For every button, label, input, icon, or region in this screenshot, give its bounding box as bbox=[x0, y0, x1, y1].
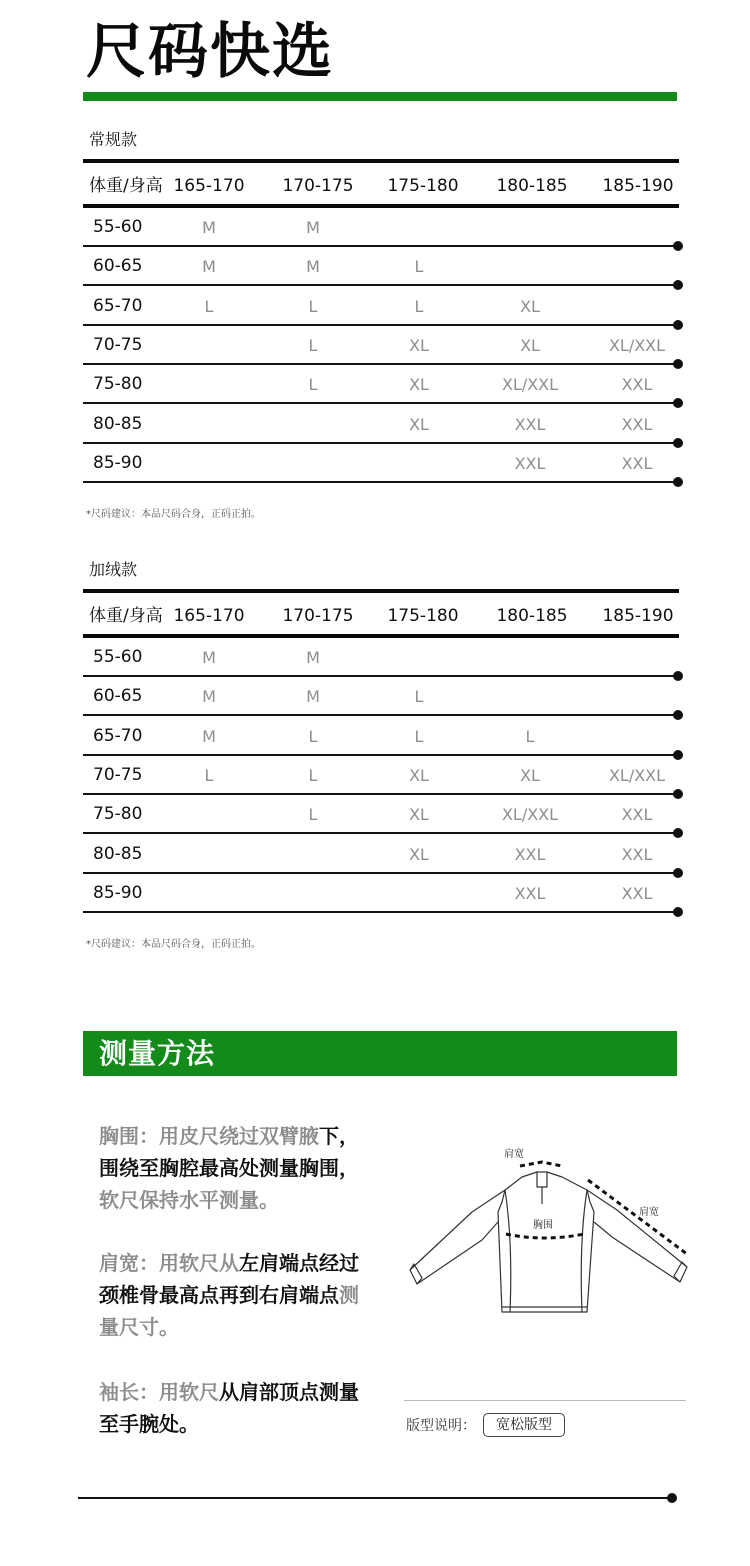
header-cell: 180-185 bbox=[496, 606, 568, 626]
size-cell: XXL bbox=[514, 414, 546, 434]
size-cell: XXL bbox=[514, 453, 546, 473]
size-cell: XL bbox=[520, 335, 540, 355]
shoulder-text-gray: 肩宽：用软尺从 bbox=[99, 1251, 239, 1275]
size-cell: M bbox=[306, 257, 320, 277]
bottom-divider-dot bbox=[667, 1493, 677, 1503]
shirt-outline-icon bbox=[410, 1172, 687, 1312]
table-row bbox=[0, 835, 750, 874]
size-cell: L bbox=[308, 805, 318, 825]
header-cell: 体重/身高 bbox=[89, 176, 163, 196]
size-cell: XXL bbox=[621, 414, 653, 434]
table-row bbox=[0, 405, 750, 444]
size-cell: XL/XXL bbox=[501, 805, 559, 825]
shoulder-text-dark: 左肩端点经过颈椎骨最高点再到右肩端点 bbox=[99, 1251, 359, 1307]
size-cell: L bbox=[525, 726, 535, 746]
sleeve-measure-line bbox=[588, 1180, 687, 1254]
weight-cell: 55-60 bbox=[93, 217, 143, 237]
chest-text-gray: 胸围：用皮尺绕过双臂腋 bbox=[99, 1124, 319, 1148]
table-row bbox=[0, 208, 750, 247]
table-row bbox=[0, 874, 750, 913]
size-cell: L bbox=[308, 375, 318, 395]
size-cell: XL bbox=[520, 765, 540, 785]
weight-cell: 60-65 bbox=[93, 256, 143, 277]
size-cell: L bbox=[414, 296, 424, 316]
table-label: 常规款 bbox=[89, 130, 138, 149]
weight-cell: 70-75 bbox=[93, 764, 143, 785]
table-row bbox=[0, 287, 750, 326]
size-note: *尺码建议：本品尺码合身，正码正拍。 bbox=[86, 939, 261, 950]
size-cell: XL bbox=[409, 844, 429, 864]
weight-cell: 70-75 bbox=[93, 334, 143, 355]
size-cell: XL/XXL bbox=[608, 765, 666, 785]
size-cell: XXL bbox=[621, 453, 653, 473]
size-cell: XXL bbox=[621, 844, 653, 864]
size-cell: L bbox=[308, 335, 318, 355]
size-cell: L bbox=[204, 765, 214, 785]
header-cell: 175-180 bbox=[387, 176, 459, 196]
size-cell: XL bbox=[409, 375, 429, 395]
header-cell: 180-185 bbox=[496, 176, 568, 196]
info-divider bbox=[404, 1400, 686, 1401]
size-cell: L bbox=[308, 765, 318, 785]
header-cell: 165-170 bbox=[173, 606, 245, 626]
weight-cell: 75-80 bbox=[93, 804, 143, 825]
size-cell: XXL bbox=[621, 883, 653, 903]
diagram-label-chest: 胸围 bbox=[533, 1220, 553, 1231]
chest-instruction bbox=[99, 1120, 369, 1216]
size-cell: M bbox=[202, 648, 216, 667]
table-top-rule bbox=[83, 589, 679, 593]
size-cell: L bbox=[308, 296, 318, 316]
measure-title: 测量方法 bbox=[99, 1037, 216, 1070]
size-cell: XL bbox=[409, 765, 429, 785]
table-row bbox=[0, 638, 750, 677]
page-title: 尺码快选 bbox=[86, 17, 334, 87]
shirt-measure-diagram bbox=[402, 1142, 692, 1332]
table-row bbox=[0, 677, 750, 716]
size-cell: XL bbox=[409, 805, 429, 825]
fit-label: 版型说明： bbox=[406, 1418, 476, 1434]
sleeve-text-dark: 从肩部顶点测量至手腕处。 bbox=[99, 1380, 359, 1436]
size-cell: M bbox=[306, 687, 320, 707]
table-row bbox=[0, 326, 750, 365]
size-cell: XL bbox=[520, 296, 540, 316]
title-accent-bar bbox=[83, 92, 677, 101]
size-cell: XL/XXL bbox=[501, 375, 559, 395]
measure-marks bbox=[506, 1162, 687, 1254]
weight-cell: 60-65 bbox=[93, 686, 143, 707]
shoulder-instruction bbox=[99, 1247, 369, 1343]
table-row bbox=[0, 756, 750, 795]
measure-banner bbox=[83, 1031, 677, 1076]
table-row bbox=[0, 795, 750, 834]
size-cell: M bbox=[306, 218, 320, 237]
size-cell: L bbox=[414, 257, 424, 277]
weight-cell: 80-85 bbox=[93, 413, 143, 434]
diagram-label-shoulder: 肩宽 bbox=[504, 1149, 524, 1160]
size-cell: L bbox=[414, 726, 424, 746]
weight-cell: 75-80 bbox=[93, 374, 143, 395]
weight-cell: 65-70 bbox=[93, 725, 143, 746]
weight-cell: 65-70 bbox=[93, 295, 143, 316]
size-cell: L bbox=[414, 687, 424, 707]
table-row bbox=[0, 365, 750, 404]
size-cell: M bbox=[202, 687, 216, 707]
chest-text-gray2: 软尺保持水平测量。 bbox=[99, 1188, 279, 1212]
shoulder-text-gray2: 测量尺寸。 bbox=[99, 1283, 359, 1339]
header-cell: 185-190 bbox=[602, 176, 674, 196]
table-top-rule bbox=[83, 159, 679, 163]
size-cell: XL bbox=[409, 414, 429, 434]
weight-cell: 85-90 bbox=[93, 452, 143, 473]
chest-measure-line bbox=[506, 1234, 584, 1238]
bottom-divider bbox=[78, 1497, 672, 1499]
fit-badge: 宽松版型 bbox=[483, 1413, 565, 1437]
size-cell: M bbox=[202, 726, 216, 746]
table-header-row bbox=[0, 596, 750, 636]
diagram-label-sleeve: 肩宽 bbox=[639, 1207, 659, 1218]
size-cell: M bbox=[202, 218, 216, 237]
header-cell: 165-170 bbox=[173, 176, 245, 196]
header-cell: 170-175 bbox=[282, 606, 354, 626]
sleeve-text-gray: 袖长：用软尺 bbox=[99, 1380, 219, 1404]
weight-cell: 80-85 bbox=[93, 843, 143, 864]
header-cell: 185-190 bbox=[602, 606, 674, 626]
size-cell: XXL bbox=[514, 883, 546, 903]
row-rule bbox=[83, 911, 678, 913]
size-cell: M bbox=[306, 648, 320, 667]
size-cell: XL bbox=[409, 335, 429, 355]
size-cell: XXL bbox=[621, 375, 653, 395]
size-cell: L bbox=[204, 296, 214, 316]
size-cell: M bbox=[202, 257, 216, 277]
size-cell: XXL bbox=[621, 805, 653, 825]
shoulder-measure-line bbox=[520, 1162, 562, 1166]
header-cell: 体重/身高 bbox=[89, 606, 163, 626]
sleeve-instruction bbox=[99, 1376, 369, 1440]
table-label: 加绒款 bbox=[89, 560, 138, 579]
weight-cell: 85-90 bbox=[93, 882, 143, 903]
header-cell: 170-175 bbox=[282, 176, 354, 196]
table-row bbox=[0, 247, 750, 286]
table-header-row bbox=[0, 166, 750, 206]
table-row bbox=[0, 717, 750, 756]
row-rule bbox=[83, 481, 678, 483]
row-rule-dot bbox=[673, 907, 683, 917]
weight-cell: 55-60 bbox=[93, 647, 143, 667]
table-row bbox=[0, 444, 750, 483]
chest-text-dark: 下，围绕至胸腔最高处测量胸围， bbox=[99, 1124, 359, 1180]
size-note: *尺码建议：本品尺码合身，正码正拍。 bbox=[86, 509, 261, 520]
header-cell: 175-180 bbox=[387, 606, 459, 626]
row-rule-dot bbox=[673, 477, 683, 487]
size-cell: XL/XXL bbox=[608, 335, 666, 355]
size-cell: XXL bbox=[514, 844, 546, 864]
size-cell: L bbox=[308, 726, 318, 746]
